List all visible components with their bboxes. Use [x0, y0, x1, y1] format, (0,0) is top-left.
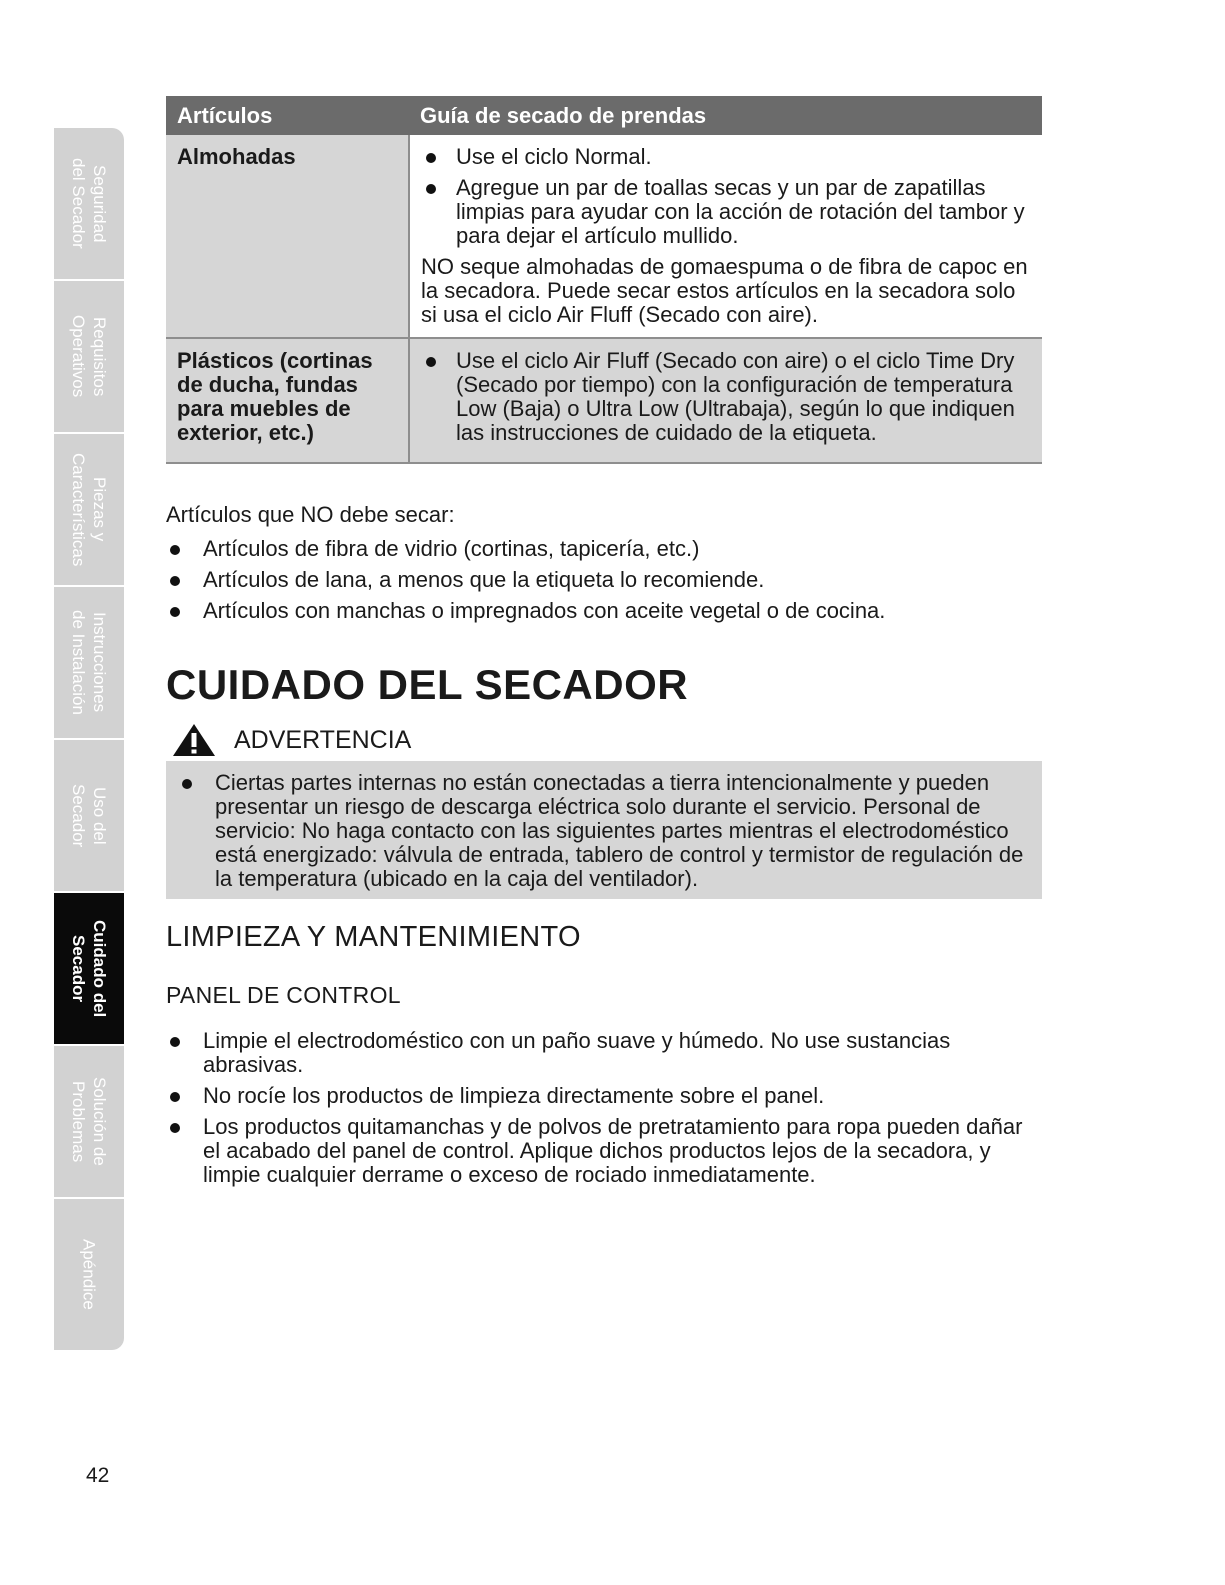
- list-item: Artículos de fibra de vidrio (cortinas, tapicería, etc.): [166, 537, 1042, 561]
- guide-bullets: [421, 145, 1032, 248]
- page-number: 42: [86, 1464, 110, 1487]
- guide-cell: [409, 338, 1042, 463]
- tab-label: Seguridad del Secador: [69, 158, 109, 249]
- tab-label: Apéndice: [79, 1239, 99, 1310]
- tab-instrucciones[interactable]: [54, 587, 124, 738]
- page-content: [166, 96, 1042, 1194]
- side-tabs: [54, 128, 124, 1352]
- table-row: [166, 338, 1042, 463]
- tab-apendice[interactable]: [54, 1199, 124, 1350]
- list-item: Use el ciclo Normal.: [421, 145, 1032, 169]
- do-not-dry-intro: Artículos que NO debe secar:: [166, 502, 455, 527]
- table-header: Guía de secado de prendas: [409, 96, 1042, 135]
- warning-title: ADVERTENCIA: [234, 725, 412, 754]
- table-header: Artículos: [166, 96, 409, 135]
- tab-label: Cuidado del Secador: [69, 919, 109, 1018]
- section-title: CUIDADO DEL SECADOR: [166, 661, 689, 708]
- warning-box: [166, 761, 1042, 899]
- warning-heading: [172, 723, 1042, 757]
- guide-bullets: [421, 349, 1032, 445]
- list-item: Limpie el electrodoméstico con un paño suave y húmedo. No use sustancias abrasivas.: [166, 1029, 1042, 1077]
- warning-list: [178, 771, 1030, 891]
- guide-note: NO seque almohadas de gomaespuma o de fibra de capoc en la secadora. Puede secar estos artículos en la secadora solo si usa el ciclo Air Fluff (Secado con aire).: [421, 254, 1028, 327]
- table-header-row: [166, 96, 1042, 135]
- control-panel-list: [166, 1029, 1042, 1187]
- tab-piezas[interactable]: [54, 434, 124, 585]
- table-row: [166, 135, 1042, 338]
- list-item: Agregue un par de toallas secas y un par de zapatillas limpias para ayudar con la acción de rotación del tambor y para dejar el artículo mullido.: [421, 176, 1032, 248]
- tab-label: Requisitos Operativos: [69, 315, 109, 398]
- tab-label: Uso del Secador: [69, 783, 109, 848]
- tab-label: Instrucciones de Instalación: [69, 610, 109, 715]
- drying-guide-table: [166, 96, 1042, 464]
- item-cell: Plásticos (cortinas de ducha, fundas para muebles de exterior, etc.): [166, 338, 409, 463]
- do-not-dry-list: [166, 537, 1042, 623]
- item-cell: Almohadas: [166, 135, 409, 338]
- guide-cell: [409, 135, 1042, 338]
- tab-solucion[interactable]: [54, 1046, 124, 1197]
- list-item: Artículos de lana, a menos que la etiqueta lo recomiende.: [166, 568, 1042, 592]
- list-item: Artículos con manchas o impregnados con aceite vegetal o de cocina.: [166, 599, 1042, 623]
- tab-label: Piezas y Características: [69, 452, 109, 567]
- maintenance-title: LIMPIEZA Y MANTENIMIENTO: [166, 921, 581, 953]
- tab-seguridad[interactable]: [54, 128, 124, 279]
- list-item: No rocíe los productos de limpieza directamente sobre el panel.: [166, 1084, 1042, 1108]
- tab-requisitos[interactable]: [54, 281, 124, 432]
- tab-uso[interactable]: [54, 740, 124, 891]
- tab-label: Solución de Problemas: [69, 1077, 109, 1166]
- warning-icon: [172, 723, 216, 757]
- tab-cuidado[interactable]: [54, 893, 124, 1044]
- list-item: Ciertas partes internas no están conectadas a tierra intencionalmente y pueden presentar un riesgo de descarga eléctrica solo durante el servicio. Personal de servicio: No haga contacto con las siguientes partes mientras el electrodoméstico está energizado: válvula de entrada, tablero de control y termistor de regulación de la temperatura (ubicado en la caja del ventilador).: [178, 771, 1030, 891]
- control-panel-title: PANEL DE CONTROL: [166, 982, 401, 1008]
- list-item: Use el ciclo Air Fluff (Secado con aire) o el ciclo Time Dry (Secado por tiempo) con la configuración de temperatura Low (Baja) o Ultra Low (Ultrabaja), según lo que indiquen las instrucciones de cuidado de la etiqueta.: [421, 349, 1032, 445]
- list-item: Los productos quitamanchas y de polvos de pretratamiento para ropa pueden dañar el acabado del panel de control. Aplique dichos productos lejos de la secadora, y limpie cualquier derrame o exceso de rociado inmediatamente.: [166, 1115, 1042, 1187]
